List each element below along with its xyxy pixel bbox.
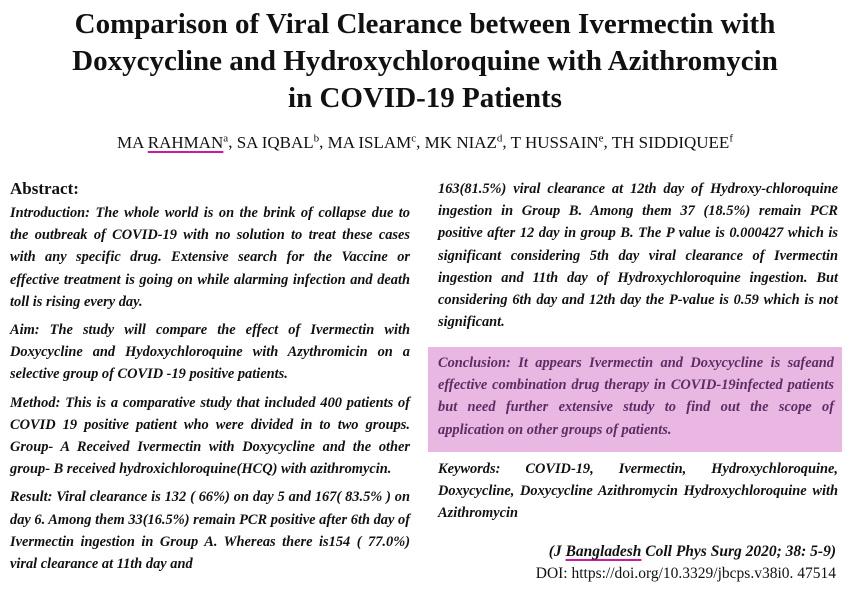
citation-block: [416, 541, 836, 585]
aim-paragraph: Aim: The study will compare the effect of Ivermectin with Doxycycline and Hydoxychloroquine with Azythromicin on a selective group of COVID -19 positive patients.: [10, 322, 410, 383]
author-3: MA ISLAM$^c$: [327, 132, 417, 152]
journal-reference: (J Bangladesh Coll Phys Surg 2020; 38: 5-9): [548, 543, 836, 560]
author-1-surname-highlighted: RAHMAN: [147, 132, 224, 152]
author-2: SA IQBAL$^b$: [236, 132, 320, 152]
author-1: MA RAHMAN$^a$: [117, 132, 229, 152]
author-6: TH SIDDIQUEE$^f$: [611, 132, 733, 152]
title-line-1: Comparison of Viral Clearance between Ivermectin with: [74, 8, 776, 40]
introduction-paragraph: Introduction: The whole world is on the brink of collapse due to the outbreak of COVID-19 with no solution to treat these cases with any specific drug. Extensive search for the Vaccine or effective treatment is going on while alarming infection and death toll is rising every day.: [10, 205, 410, 310]
title-line-2: Doxycycline and Hydroxychloroquine with Azithromycin: [72, 45, 778, 77]
journal-word-highlighted: Bangladesh: [565, 543, 642, 560]
keywords-paragraph: Keywords: COVID-19, Ivermectin, Hydroxychloroquine, Doxycycline, Doxycycline Azithromycin Hydroxychloroquine with Azithromycin: [438, 461, 838, 522]
abstract-heading: Abstract:: [10, 179, 79, 198]
conclusion-paragraph: Conclusion: It appears Ivermectin and Doxycycline is safeand effective combination drug therapy in COVID-19infected patients but need further extensive study to find out the scope of application on other groups of patients.: [438, 355, 834, 438]
doi-link[interactable]: DOI: https://doi.org/10.3329/jbcps.v38i0. 47514: [535, 565, 836, 582]
result-paragraph-part-1: Result: Viral clearance is 132 ( 66%) on day 5 and 167( 83.5% ) on day 6. Among them 33(16.5%) remain PCR positive after 6th day of Ivermectin ingestion in Group A. Whereas there is154 ( 77.0%) viral clearance at 11th day and: [10, 489, 410, 573]
title-line-3: in COVID-19 Patients: [288, 82, 562, 114]
author-4: MK NIAZ$^d$: [424, 132, 503, 152]
keywords-section: [438, 458, 838, 531]
paper-title: [0, 6, 850, 117]
author-5: T HUSSAIN$^e$: [510, 132, 604, 152]
left-column: [10, 178, 410, 581]
right-column: [438, 178, 838, 339]
method-paragraph: Method: This is a comparative study that included 400 patients of COVID 19 positive patient who were divided in to two groups. Group- A Received Ivermectin with Doxycycline and the other group- B received hydroxichloroquine(HCQ) with azithromycin.: [10, 394, 410, 478]
author-list: MA RAHMAN$^a$, SA IQBAL$^b$, MA ISLAM$^c$, MK NIAZ$^d$, T HUSSAIN$^e$, TH SIDDIQUEE$^f$: [117, 132, 733, 152]
result-paragraph-part-2: 163(81.5%) viral clearance at 12th day of Hydroxy-chloroquine ingestion in Group B. Among them 37 (18.5%) remain PCR positive after 12 day in group B. The P value is 0.000427 which is significant considering 5th day viral clearance of Ivermectin ingestion and 11th day of Hydroxychloroquine ingestion. But considering 6th day and 12th day the P-value is 0.59 which is not significant.: [438, 181, 838, 331]
conclusion-highlight-box: [428, 347, 842, 452]
